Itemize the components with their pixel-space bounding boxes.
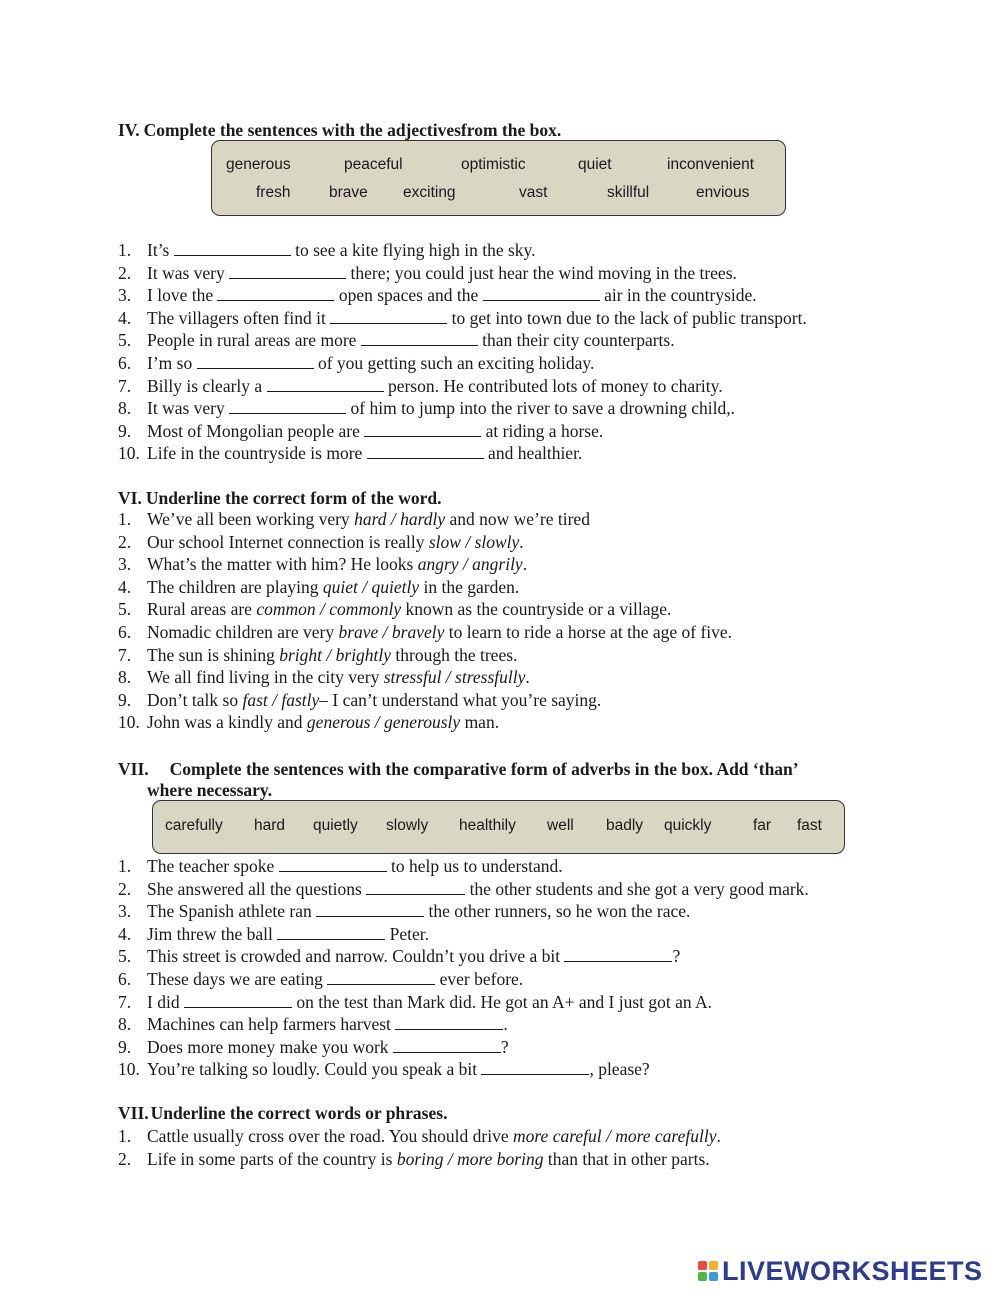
word-choice[interactable]: more careful / more carefully [513, 1126, 717, 1146]
item-number: 5. [118, 946, 132, 967]
item-number: 10. [118, 712, 140, 733]
item-text: Nomadic children are very [147, 621, 339, 642]
answer-blank[interactable] [327, 969, 435, 985]
item-number: 6. [118, 968, 132, 989]
section-7-heading-line2 [147, 779, 272, 801]
item-text: Peter. [385, 923, 430, 944]
item-number: 1. [118, 1126, 132, 1146]
box-word: fresh [256, 184, 291, 201]
item-text: The villagers often find it [147, 307, 331, 328]
item-text: We’ve all been working very [147, 509, 355, 529]
word-choice[interactable]: hard / hardly [354, 509, 446, 529]
word-choice[interactable]: brave / bravely [338, 621, 445, 642]
item-text: ? [672, 946, 681, 967]
item-number: 2. [118, 1148, 132, 1169]
list-item [118, 352, 807, 375]
answer-blank[interactable] [364, 421, 481, 437]
item-number: 10. [118, 443, 140, 464]
list-item [118, 420, 807, 443]
answer-blank[interactable] [174, 240, 291, 256]
word-choice[interactable]: boring / more boring [396, 1148, 544, 1169]
section-title: Complete the sentences with the adjectivesfrom the box. [143, 120, 562, 140]
item-text: Cattle usually cross over the road. You should drive [147, 1126, 513, 1146]
answer-blank[interactable] [184, 992, 292, 1008]
word-box-adverbs [152, 800, 845, 854]
item-number: 6. [118, 621, 132, 642]
item-text: Does more money make you work [147, 1036, 393, 1057]
section-8-list [118, 1125, 721, 1170]
item-text: I’m so [147, 352, 197, 373]
section-title: Complete the sentences with the comparative form of adverbs in the box. Add ‘than’ [169, 759, 799, 779]
answer-blank[interactable] [277, 924, 385, 940]
item-text: air in the countryside. [599, 285, 757, 306]
item-text: It’s [147, 240, 174, 260]
section-6-list [118, 508, 732, 734]
list-item [118, 900, 809, 923]
item-text: through the trees. [391, 644, 518, 665]
answer-blank[interactable] [361, 330, 478, 346]
item-text: The children are playing [147, 576, 323, 597]
item-number: 4. [118, 923, 132, 944]
item-number: 3. [118, 554, 132, 575]
item-text: Our school Internet connection is really [147, 531, 429, 552]
item-number: 7. [118, 375, 132, 396]
list-item [118, 878, 809, 901]
word-choice[interactable]: slow / slowly [428, 531, 520, 552]
item-number: 9. [118, 420, 132, 441]
word-choice[interactable]: stressful / stressfully [383, 667, 526, 688]
item-text: known as the countryside or a village. [401, 599, 672, 620]
list-item [118, 1125, 721, 1148]
item-text: of him to jump into the river to save a drowning child,. [346, 398, 735, 419]
item-text: the other students and she got a very good mark. [465, 878, 809, 899]
box-word: well [547, 817, 574, 834]
item-text: Billy is clearly a [147, 375, 267, 396]
section-number: VI. [118, 488, 142, 508]
section-number: VII. [118, 759, 149, 779]
section-7-list [118, 855, 809, 1081]
item-text: People in rural areas are more [147, 330, 361, 351]
item-text: Most of Mongolian people are [147, 420, 365, 441]
item-text: the other runners, so he won the race. [424, 901, 691, 922]
answer-blank[interactable] [217, 285, 334, 301]
section-number: VII. [118, 1103, 149, 1123]
item-number: 1. [118, 240, 132, 260]
logo-square [709, 1272, 718, 1281]
item-text: . [519, 531, 524, 552]
item-text: and healthier. [483, 443, 583, 464]
list-item [118, 375, 807, 398]
box-word: vast [519, 184, 548, 201]
list-item [118, 442, 807, 465]
box-word: healthily [459, 817, 516, 834]
list-item [118, 508, 732, 531]
item-number: 6. [118, 352, 132, 373]
item-number: 5. [118, 330, 132, 351]
section-4-heading [118, 119, 561, 141]
item-number: 2. [118, 878, 132, 899]
logo-text: LIVEWORKSHEETS [722, 1255, 983, 1286]
logo-square [698, 1261, 707, 1270]
item-text: man. [460, 712, 500, 733]
list-item [118, 666, 732, 689]
item-text: at riding a horse. [481, 420, 604, 441]
section-title: Underline the correct words or phrases. [150, 1103, 448, 1123]
list-item [118, 284, 807, 307]
box-word: inconvenient [667, 156, 755, 173]
item-text: Jim threw the ball [147, 923, 278, 944]
box-word: badly [606, 817, 644, 834]
item-text: ever before. [435, 968, 524, 989]
list-item [118, 923, 809, 946]
item-text: . [716, 1126, 721, 1146]
box-word: quickly [664, 817, 712, 834]
box-word: far [753, 817, 772, 834]
item-text: The Spanish athlete ran [147, 901, 317, 922]
item-text: John was a kindly and [147, 712, 307, 733]
item-text: It was very [147, 398, 230, 419]
item-text: What’s the matter with him? He looks [147, 554, 418, 575]
answer-blank[interactable] [564, 946, 672, 962]
item-number: 10. [118, 1059, 140, 1080]
section-number: IV. [118, 120, 140, 140]
list-item [118, 621, 732, 644]
answer-blank[interactable] [330, 308, 447, 324]
item-text: open spaces and the [334, 285, 483, 306]
word-choice[interactable]: quiet / quietly [322, 576, 420, 597]
list-item [118, 307, 807, 330]
answer-blank[interactable] [483, 285, 600, 301]
list-item [118, 1058, 809, 1081]
item-text: to learn to ride a horse at the age of five. [444, 621, 733, 642]
box-word: peaceful [344, 156, 403, 173]
item-text: than that in other parts. [543, 1148, 710, 1169]
item-number: 9. [118, 689, 132, 710]
item-text: ? [500, 1036, 509, 1057]
answer-blank[interactable] [367, 443, 484, 459]
list-item [118, 239, 807, 262]
item-text: to help us to understand. [386, 856, 563, 876]
item-text: of you getting such an exciting holiday. [313, 352, 595, 373]
section-8-heading [118, 1102, 447, 1124]
item-text: person. He contributed lots of money to charity. [383, 375, 723, 396]
item-number: 8. [118, 1014, 132, 1035]
word-choice[interactable]: generous / generously [306, 712, 461, 733]
box-word: quietly [313, 817, 358, 834]
word-box-adjectives [211, 140, 786, 216]
list-item [118, 968, 809, 991]
box-word: brave [329, 184, 368, 201]
list-item [118, 945, 809, 968]
item-number: 4. [118, 576, 132, 597]
list-item [118, 991, 809, 1014]
item-text: These days we are eating [147, 968, 328, 989]
item-text: We all find living in the city very [147, 667, 384, 688]
item-text: there; you could just hear the wind moving in the trees. [346, 262, 737, 283]
section-title: where necessary. [147, 780, 273, 800]
item-text: She answered all the questions [147, 878, 367, 899]
answer-blank[interactable] [229, 398, 346, 414]
section-title: Underline the correct form of the word. [145, 488, 442, 508]
item-number: 1. [118, 509, 132, 529]
box-word: exciting [403, 184, 456, 201]
item-text: than their city counterparts. [477, 330, 675, 351]
list-item [118, 553, 732, 576]
answer-blank[interactable] [366, 879, 465, 895]
item-text: . [503, 1014, 508, 1035]
item-text: , please? [589, 1059, 650, 1080]
item-text: to get into town due to the lack of public transport. [447, 307, 807, 328]
item-text: – I can’t understand what you’re saying. [319, 689, 602, 710]
box-word: carefully [165, 817, 223, 834]
list-item [118, 598, 732, 621]
item-text: It was very [147, 262, 230, 283]
list-item [118, 576, 732, 599]
word-choice[interactable]: common / commonly [256, 599, 402, 620]
item-number: 7. [118, 991, 132, 1012]
item-number: 5. [118, 599, 132, 620]
word-choice[interactable]: angry / angrily [417, 554, 523, 575]
list-item [118, 855, 809, 878]
item-number: 4. [118, 307, 132, 328]
item-number: 1. [118, 856, 132, 876]
liveworksheets-logo [698, 1256, 983, 1286]
answer-blank[interactable] [229, 263, 346, 279]
item-number: 2. [118, 531, 132, 552]
box-word: slowly [386, 817, 429, 834]
section-4-list [118, 239, 807, 465]
item-number: 3. [118, 285, 132, 306]
item-number: 3. [118, 901, 132, 922]
word-choice[interactable]: fast / fastly [242, 689, 320, 710]
item-text: Rural areas are [147, 599, 257, 620]
logo-square [709, 1261, 718, 1270]
item-text: Life in some parts of the country is [147, 1148, 397, 1169]
box-word: generous [226, 156, 291, 173]
item-number: 9. [118, 1036, 132, 1057]
logo-mark-icon [698, 1261, 718, 1281]
item-number: 8. [118, 667, 132, 688]
item-text: Don’t talk so [147, 689, 243, 710]
item-text: I love the [147, 285, 218, 306]
item-text: The sun is shining [147, 644, 280, 665]
item-number: 8. [118, 398, 132, 419]
list-item [118, 644, 732, 667]
item-text: This street is crowded and narrow. Couldn’t you drive a bit [147, 946, 565, 967]
item-number: 7. [118, 644, 132, 665]
list-item [118, 1036, 809, 1059]
answer-blank[interactable] [316, 901, 424, 917]
item-text: and now we’re tired [445, 509, 590, 529]
item-text: The teacher spoke [147, 856, 279, 876]
box-word: quiet [578, 156, 612, 173]
answer-blank[interactable] [267, 376, 384, 392]
box-word: fast [797, 817, 822, 834]
item-text: You’re talking so loudly. Could you speak a bit [147, 1059, 482, 1080]
item-text: . [525, 667, 530, 688]
answer-blank[interactable] [481, 1059, 589, 1075]
item-text: I did [147, 991, 184, 1012]
item-text: to see a kite flying high in the sky. [290, 240, 536, 260]
item-number: 2. [118, 262, 132, 283]
list-item [118, 689, 732, 712]
item-text: . [522, 554, 528, 575]
list-item [118, 262, 807, 285]
box-word: skillful [607, 184, 650, 201]
item-text: Life in the countryside is more [147, 443, 367, 464]
answer-blank[interactable] [395, 1014, 503, 1030]
item-text: Machines can help farmers harvest [147, 1014, 396, 1035]
section-6-heading [118, 487, 441, 509]
word-choice[interactable]: bright / brightly [279, 644, 392, 665]
box-word: envious [696, 184, 750, 201]
answer-blank[interactable] [279, 856, 387, 872]
item-text: in the garden. [419, 576, 520, 597]
logo-square [698, 1272, 707, 1281]
item-text: on the test than Mark did. He got an A+ and I just got an A. [291, 991, 713, 1012]
list-item [118, 711, 732, 734]
list-item [118, 329, 807, 352]
box-word: optimistic [461, 156, 526, 173]
answer-blank[interactable] [197, 353, 314, 369]
list-item [118, 531, 732, 554]
box-word: hard [254, 817, 286, 834]
list-item [118, 397, 807, 420]
list-item [118, 1148, 721, 1171]
list-item [118, 1013, 809, 1036]
section-7-heading [118, 758, 799, 780]
answer-blank[interactable] [393, 1037, 501, 1053]
